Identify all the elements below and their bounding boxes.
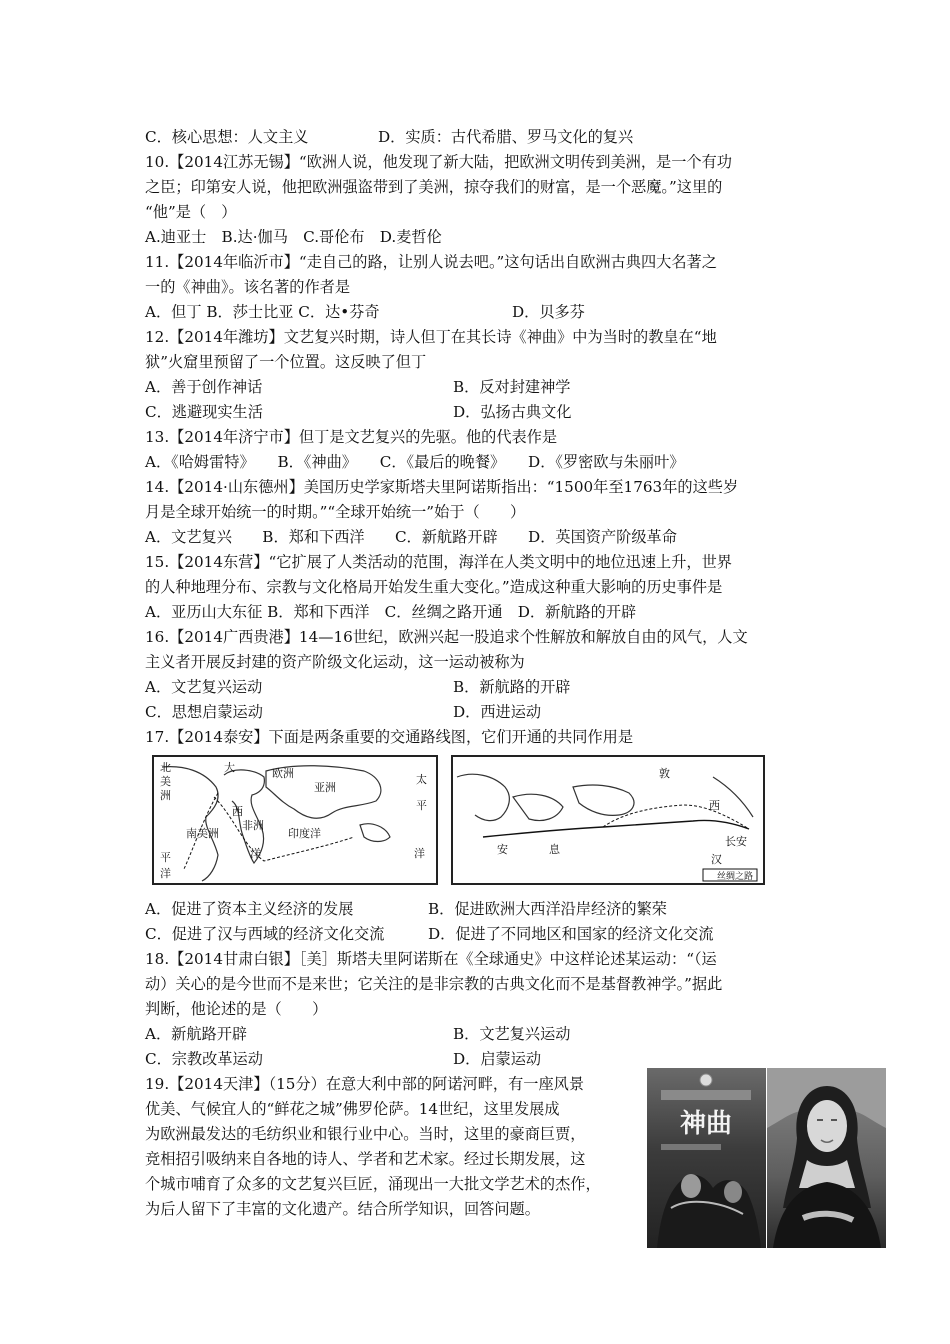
mona-lisa-painting	[767, 1068, 886, 1248]
silk-road-map-graphic	[453, 757, 763, 883]
q10-options: A.迪亚士 B.达·伽马 C.哥伦布 D.麦哲伦	[145, 228, 442, 246]
map1-label-north: 北	[160, 761, 171, 774]
q13-options: A．《哈姆雷特》 B．《神曲》 C．《最后的晚餐》 D．《罗密欧与朱丽叶》	[145, 453, 685, 471]
q15-line-2: 的人种地理分布、宗教与文化格局开始发生重大变化。”造成这种重大影响的历史事件是	[145, 578, 723, 596]
map2-label-xi: 西	[709, 799, 720, 812]
q16-option-c: C．思想启蒙运动	[145, 703, 263, 721]
q12-line-2: 狱”火窟里预留了一个位置。这反映了但丁	[145, 353, 427, 371]
new-sea-routes-map-graphic	[154, 757, 436, 883]
map1-label-xi: 西	[232, 805, 243, 818]
q10-line-2: 之臣；印第安人说，他把欧洲强盗带到了美洲，掠夺我们的财富，是一个恶魔。”这里的	[145, 178, 723, 196]
map2-label-han: 汉	[711, 853, 722, 866]
q17-option-c: C．促进了汉与西域的经济文化交流	[145, 925, 385, 943]
q17-option-d: D．促进了不同地区和国家的经济文化交流	[428, 925, 714, 943]
q18-line-1: 18.【2014甘肃白银】［美］斯塔夫里阿诺斯在《全球通史》中这样论述某运动：“（运	[145, 950, 717, 968]
q15-line-1: 15.【2014东营】“它扩展了人类活动的范围，海洋在人类文明中的地位迅速上升，世界	[145, 553, 732, 571]
q12-option-d: D．弘扬古典文化	[453, 403, 572, 421]
q16-option-d: D．西进运动	[453, 703, 542, 721]
q16-option-a: A．文艺复兴运动	[145, 678, 263, 696]
q17-line-1: 17.【2014泰安】下面是两条重要的交通路线图，它们开通的共同作用是	[145, 728, 634, 746]
q10-line-3: “他”是（ ）	[145, 203, 237, 221]
q11-line-2: 一的《神曲》。该名著的作者是	[145, 278, 351, 296]
q17-option-a: A．促进了资本主义经济的发展	[145, 900, 354, 918]
map1-label-south-america: 南美洲	[186, 827, 219, 840]
q17-option-b: B．促进欧洲大西洋沿岸经济的繁荣	[428, 900, 667, 918]
q12-line-1: 12.【2014年潍坊】文艺复兴时期，诗人但丁在其长诗《神曲》中为当时的教皇在“地	[145, 328, 717, 346]
map1-label-zhou: 洲	[160, 789, 171, 802]
q14-options: A．文艺复兴 B．郑和下西洋 C．新航路开辟 D．英国资产阶级革命	[145, 528, 677, 546]
q11-line-1: 11.【2014年临沂市】“走自己的路，让别人说去吧。”这句话出自欧洲古典四大名著之	[145, 253, 717, 271]
q18-line-2: 动）关心的是今世而不是来世；它关注的是非宗教的古典文化而不是基督教神学。”据此	[145, 975, 723, 993]
map1-label-indian-ocean: 印度洋	[288, 827, 321, 840]
map1-label-ping: 平	[416, 799, 427, 812]
q19-line-1: 19.【2014天津】（15分）在意大利中部的阿诺河畔，有一座风景	[145, 1075, 585, 1093]
q18-option-d: D．启蒙运动	[453, 1050, 542, 1068]
q16-line-1: 16.【2014广西贵港】14—16世纪，欧洲兴起一股追求个性解放和解放自由的风气，人文	[145, 628, 748, 646]
q11-option-d: D．贝多芬	[512, 303, 585, 321]
book-cover-title: 神曲	[679, 1109, 733, 1139]
mona-lisa-graphic	[767, 1068, 886, 1248]
map1-label-europe: 欧洲	[272, 767, 294, 780]
q10-line-1: 10.【2014江苏无锡】“欧洲人说，他发现了新大陆，把欧洲文明传到美洲，是一个有功	[145, 153, 732, 171]
map1-label-america: 美	[160, 775, 171, 788]
q19-line-3: 为欧洲最发达的毛纺织业和银行业中心。当时，这里的豪商巨贾，	[145, 1125, 586, 1143]
q12-option-b: B．反对封建神学	[453, 378, 571, 396]
q9-option-c: C．核心思想：人文主义	[145, 128, 309, 146]
silk-road-map	[451, 755, 765, 885]
q12-option-c: C．逃避现实生活	[145, 403, 263, 421]
q18-line-3: 判断，他论述的是（ ）	[145, 1000, 328, 1018]
map1-label-africa: 非洲	[242, 819, 264, 832]
map1-label-asia: 亚洲	[314, 781, 336, 794]
new-sea-routes-map	[152, 755, 438, 885]
q18-option-c: C．宗教改革运动	[145, 1050, 263, 1068]
book-cover-graphic	[647, 1068, 766, 1248]
q9-option-d: D．实质：古代希腊、罗马文化的复兴	[378, 128, 634, 146]
q19-line-4: 竞相招引吸纳来自各地的诗人、学者和艺术家。经过长期发展，这	[145, 1150, 586, 1168]
map1-label-yang-3: 洋	[414, 847, 425, 860]
map1-label-yang-1: 洋	[250, 847, 261, 860]
map1-label-tai: 太	[416, 773, 427, 786]
map2-label-an: 安	[497, 843, 508, 856]
q14-line-1: 14.【2014·山东德州】美国历史学家斯塔夫里阿诺斯指出：“1500年至1763年的这些岁	[145, 478, 739, 496]
q16-line-2: 主义者开展反封建的资产阶级文化运动，这一运动被称为	[145, 653, 525, 671]
q18-option-b: B．文艺复兴运动	[453, 1025, 571, 1043]
map1-label-ping-2: 平	[160, 851, 171, 864]
q12-option-a: A．善于创作神话	[145, 378, 263, 396]
map1-label-yang-2: 洋	[160, 867, 171, 880]
map2-label-xi-2: 息	[549, 843, 560, 856]
map2-label-dun: 敦	[659, 767, 670, 780]
q19-line-5: 个城市哺育了众多的文艺复兴巨匠，涌现出一大批文学艺术的杰作，	[145, 1175, 601, 1193]
q19-line-2: 优美、气候宜人的“鲜花之城”佛罗伦萨。14世纪，这里发展成	[145, 1100, 560, 1118]
q11-option-a: A．但丁 B．莎士比亚 C．达•芬奇	[145, 303, 380, 321]
map2-label-changan: 长安	[725, 835, 747, 848]
divine-comedy-book-cover	[647, 1068, 766, 1248]
q18-option-a: A．新航路开辟	[145, 1025, 248, 1043]
map2-legend-label: 丝绸之路	[717, 872, 754, 882]
q16-option-b: B．新航路的开辟	[453, 678, 571, 696]
q15-options: A．亚历山大东征 B．郑和下西洋 C．丝绸之路开通 D．新航路的开辟	[145, 603, 637, 621]
map1-label-da: 大	[224, 761, 235, 774]
q14-line-2: 月是全球开始统一的时期。”“全球开始统一”始于（ ）	[145, 503, 526, 521]
q13-line-1: 13.【2014年济宁市】但丁是文艺复兴的先驱。他的代表作是	[145, 428, 558, 446]
q19-line-6: 为后人留下了丰富的文化遗产。结合所学知识，回答问题。	[145, 1200, 540, 1218]
